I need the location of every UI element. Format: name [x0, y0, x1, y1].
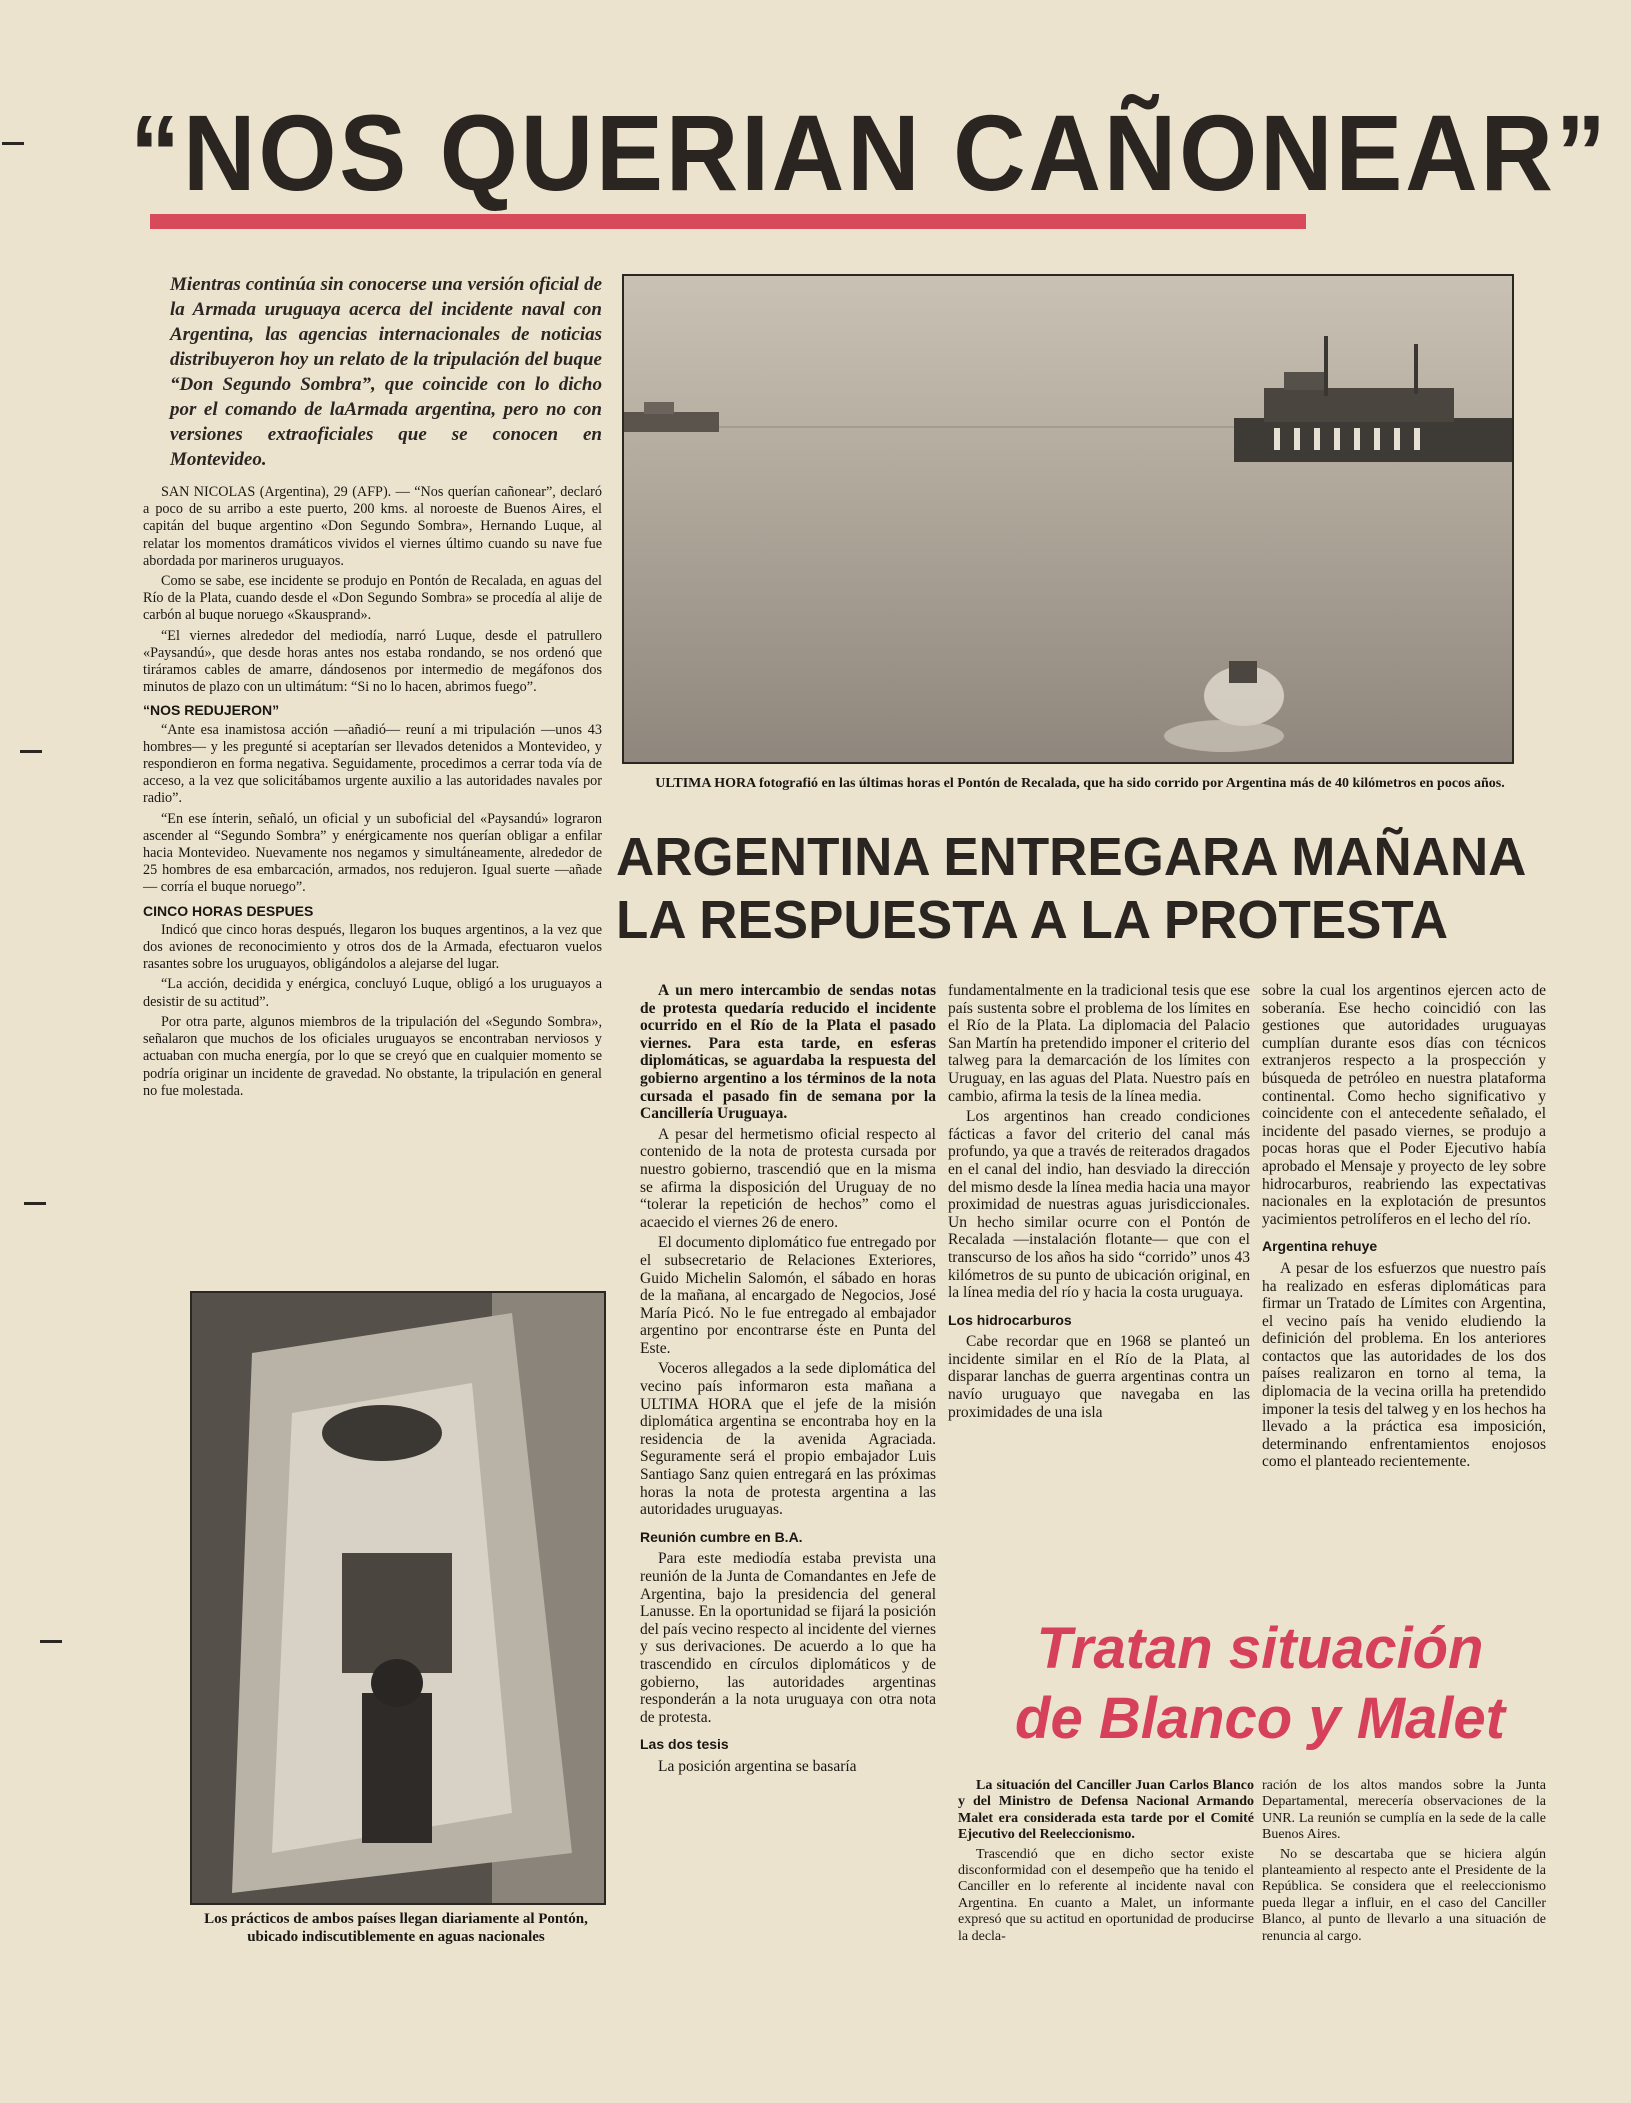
- paragraph: La posición argentina se basaría: [658, 1757, 857, 1775]
- photo-caption: ULTIMA HORA fotografió en las últimas horas el Pontón de Recalada, que ha sido corrido por Argentina más de 40 kilómetros en pocos años.: [655, 776, 1505, 791]
- photo-caption: Los prácticos de ambos países llegan diariamente al Pontón, ubicado indiscutiblemente en aguas nacionales: [204, 1911, 588, 1945]
- subheading: Argentina rehuye: [1262, 1238, 1378, 1255]
- secondary-headline: [616, 826, 1527, 952]
- red-rule: [150, 214, 1306, 229]
- article-column-2: [948, 982, 1250, 1424]
- article-column-5: [1262, 1778, 1546, 1948]
- paragraph: Los argentinos han creado condiciones fácticas a favor del criterio del canal más profundo, ya que a través de reiterados dragados en el canal del indio, han desviado la dirección del mismo desde la línea media hacia una mayor proximidad de nuestras aguas jurisdiccionales. Un hecho similar ocurre con el Pontón de Recalada —instalación flotante— que con el transcurso de los años ha sido “corrido” unos 43 kilómetros de su punto de ubicación original, en la línea media del río y hacia la costa uruguaya.: [948, 1108, 1250, 1302]
- margin-mark: [20, 750, 42, 753]
- paragraph: “En ese ínterin, señaló, un oficial y un suboficial del «Paysandú» lograron ascender al “Segundo Sombra” y enérgicamente nos querían obligar a enfilar hacia Montevideo. Nuevamente nos negamos y simultáneamente, alrededor de 25 hombres de esa embarcación, armados, nos redujeron. Igual suerte —añade— corría el buque noruego”.: [143, 810, 602, 896]
- paragraph: “El viernes alrededor del mediodía, narró Luque, desde el patrullero «Paysandú», que desde horas antes nos estaba rondando, se nos ordenó que tiráramos cables de amarre, dándosenos por intermedio de megáfonos dos minutos de plazo con un ultimátum: “Si no lo hacen, abrimos fuego”.: [143, 627, 602, 696]
- margin-mark: [40, 1640, 62, 1643]
- paragraph: “Ante esa inamistosa acción —añadió— reuní a mi tripulación —unos 43 hombres— y les pregunté si aceptarían ser llevados detenidos a Montevideo, y respondieron en forma negativa. Seguidamente, procedimos a cerrar toda vía de acceso, a la vez que solicitábamos urgente auxilio a las autoridades navales por radio”.: [143, 721, 602, 807]
- subheading: Los hidrocarburos: [948, 1311, 1072, 1328]
- paragraph: Por otra parte, algunos miembros de la tripulación del «Segundo Sombra», señalaron que muchos de los oficiales uruguayos se encontraban nerviosos y actuaban con mucha energía, por lo que se creyó que en cualquier momento se podría originar un incidente de gravedad. No obstante, la tripulación en general no fue molestada.: [143, 1013, 602, 1099]
- paragraph: A pesar del hermetismo oficial respecto al contenido de la nota de protesta cursada por nuestro gobierno, trascendió que en la misma se afirma la disposición del Uruguay de no “tolerar la repetición de hechos” como el acaecido el viernes 26 de enero.: [640, 1125, 936, 1231]
- paragraph: Cabe recordar que en 1968 se planteó un incidente similar en el Río de la Plata, al disparar lanchas de guerra argentinas contra un navío uruguayo que navegaba en las proximidades de una isla: [948, 1333, 1250, 1421]
- subheading: “NOS REDUJERON”: [143, 702, 280, 719]
- photo-ships-image: [624, 276, 1512, 762]
- article-column-3: [1262, 982, 1546, 1474]
- main-headline: “NOS QUERIAN CAÑONEAR”: [130, 92, 1609, 213]
- left-article-column: [143, 484, 602, 1103]
- photo-boat-image: [192, 1293, 604, 1903]
- headline-line: Tratan situación: [1036, 1616, 1484, 1681]
- margin-mark: [2, 142, 24, 145]
- headline-line: de Blanco y Malet: [1015, 1686, 1505, 1751]
- article-column-1: [640, 982, 936, 1779]
- paragraph: El documento diplomático fue entregado por el subsecretario de Relaciones Exteriores, Guido Michelin Salomón, el sábado en horas de la mañana, al encargado de Negocios, José María Picó. No le fue entregado al embajador argentino por encontrarse éste en Punta del Este.: [640, 1234, 936, 1357]
- subheading: Reunión cumbre en B.A.: [640, 1528, 803, 1545]
- photo-ponton-recalada: [622, 274, 1514, 764]
- intro-paragraph: Mientras continúa sin conocerse una versión oficial de la Armada uruguaya acerca del incidente naval con Argentina, las agencias internacionales de noticias distribuyeron hoy un relato de la tripulación del buque “Don Segundo Sombra”, que coincide con lo dicho por el comando de laArmada argentina, pero no con versiones extraoficiales que se conocen en Montevideo.: [170, 274, 602, 470]
- paragraph: fundamentalmente en la tradicional tesis que ese país sustenta sobre el problema de los límites en el Río de la Plata. La diplomacia del Palacio San Martín ha pretendido imponer el criterio del talweg para la demarcación de los límites con Uruguay, en las aguas del Plata. Nuestro país en cambio, afirma la tesis de la línea media.: [948, 982, 1250, 1105]
- lead-paragraph: A un mero intercambio de sendas notas de protesta quedaría reducido el incidente ocurrido en el Río de la Plata el pasado viernes. Para esta tarde, en esferas diplomáticas, se aguardaba la respuesta del gobierno argentino a los términos de la nota cursada el pasado fin de semana por la Cancillería Uruguaya.: [640, 982, 936, 1123]
- paragraph: Trascendió que en dicho sector existe disconformidad con el desempeño que ha tenido el Canciller en lo referente al incidente naval con Argentina. En cuanto a Malet, un informante expresó que su actitud en oportunidad de producirse la decla-: [958, 1846, 1254, 1944]
- paragraph: sobre la cual los argentinos ejercen acto de soberanía. Ese hecho coincidió con las gestiones que autoridades uruguayas cumplían durante esos días con técnicos extranjeros respecto a la prospección y búsqueda de petróleo en nuestra plataforma continental. Como hecho significativo y coincidente con el antecedente señalado, el incidente del pasado viernes, se produjo a pocas horas que el Poder Ejecutivo había aprobado el Mensaje y proyecto de ley sobre hidrocarburos, reabriendo las expectativas nacionales en la explotación de presuntos yacimientos petrolíferos en el lecho del río.: [1262, 982, 1546, 1228]
- headline-line: LA RESPUESTA A LA PROTESTA: [616, 890, 1449, 950]
- paragraph: A pesar de los esfuerzos que nuestro país ha realizado en esferas diplomáticas para firmar un Tratado de Límites con Argentina, el vecino país ha venido eludiendo la definición del problema. En los anteriores contactos que las autoridades de los dos países realizaron en torno al tema, la diplomacia de la vecina orilla ha pretendido imponer la tesis del talweg y en los hechos ha llevado a la práctica esa imposición, determinando enfrentamientos enojosos como el planteado recientemente.: [1262, 1259, 1546, 1471]
- red-headline: [980, 1614, 1540, 1754]
- paragraph: SAN NICOLAS (Argentina), 29 (AFP). — “Nos querían cañonear”, declaró a poco de su arribo a este puerto, 200 kms. al noroeste de Buenos Aires, el capitán del buque argentino «Don Segundo Sombra», Hernando Luque, al relatar los momentos dramáticos vividos el viernes último cuando su nave fue abordada por marineros uruguayos.: [143, 484, 602, 569]
- subheading: Las dos tesis: [640, 1736, 729, 1753]
- lead-paragraph: La situación del Canciller Juan Carlos Blanco y del Ministro de Defensa Nacional Armando Malet era considerada esta tarde por el Comité Ejecutivo del Reeleccionismo.: [958, 1778, 1254, 1843]
- margin-mark: [24, 1202, 46, 1205]
- subheading: CINCO HORAS DESPUES: [143, 902, 314, 919]
- paragraph: No se descartaba que se hiciera algún planteamiento al respecto ante el Presidente de la República. Se considera que el reeleccionismo pueda llegar a influir, en el caso del Canciller Blanco, al punto de llevarlo a una situación de renuncia al cargo.: [1262, 1846, 1546, 1944]
- article-column-4: [958, 1778, 1254, 1948]
- paragraph: Como se sabe, ese incidente se produjo en Pontón de Recalada, en aguas del Río de la Plata, cuando desde el «Don Segundo Sombra» se procedía al alije de carbón al buque noruego «Skausprand».: [143, 573, 602, 624]
- paragraph: Para este mediodía estaba prevista una reunión de la Junta de Comandantes en Jefe de Argentina, bajo la presidencia del general Lanusse. En la oportunidad se fijará la posición del país vecino respecto al incidente del viernes y sus derivaciones. De acuerdo a lo que ha trascendido en círculos diplomáticos y de gobierno, las autoridades argentinas responderán a la nota uruguaya con otra nota de protesta.: [640, 1550, 936, 1726]
- photo-practicos-boat: [190, 1291, 606, 1905]
- paragraph: Indicó que cinco horas después, llegaron los buques argentinos, a la vez que dos aviones de reconocimiento y otros dos de la Armada, efectuaron vuelos rasantes sobre los uruguayos, obligándolos a alejarse del lugar.: [143, 921, 602, 973]
- headline-line: ARGENTINA ENTREGARA MAÑANA: [616, 827, 1527, 887]
- paragraph: Voceros allegados a la sede diplomática del vecino país informaron esta mañana a ULTIMA HORA que el jefe de la misión diplomática argentina se encontraba hoy en la residencia de la avenida Agraciada. Seguramente será el propio embajador Luis Santiago Sanz quien entregará en las próximas horas la nota de protesta argentina a las autoridades uruguayas.: [640, 1360, 936, 1519]
- paragraph: ración de los altos mandos sobre la Junta Departamental, merecería observaciones de la UNR. La reunión se cumplía en la sede de la calle Buenos Aires.: [1262, 1778, 1546, 1843]
- paragraph: “La acción, decidida y enérgica, concluyó Luque, obligó a los uruguayos a desistir de su actitud”.: [143, 976, 602, 1010]
